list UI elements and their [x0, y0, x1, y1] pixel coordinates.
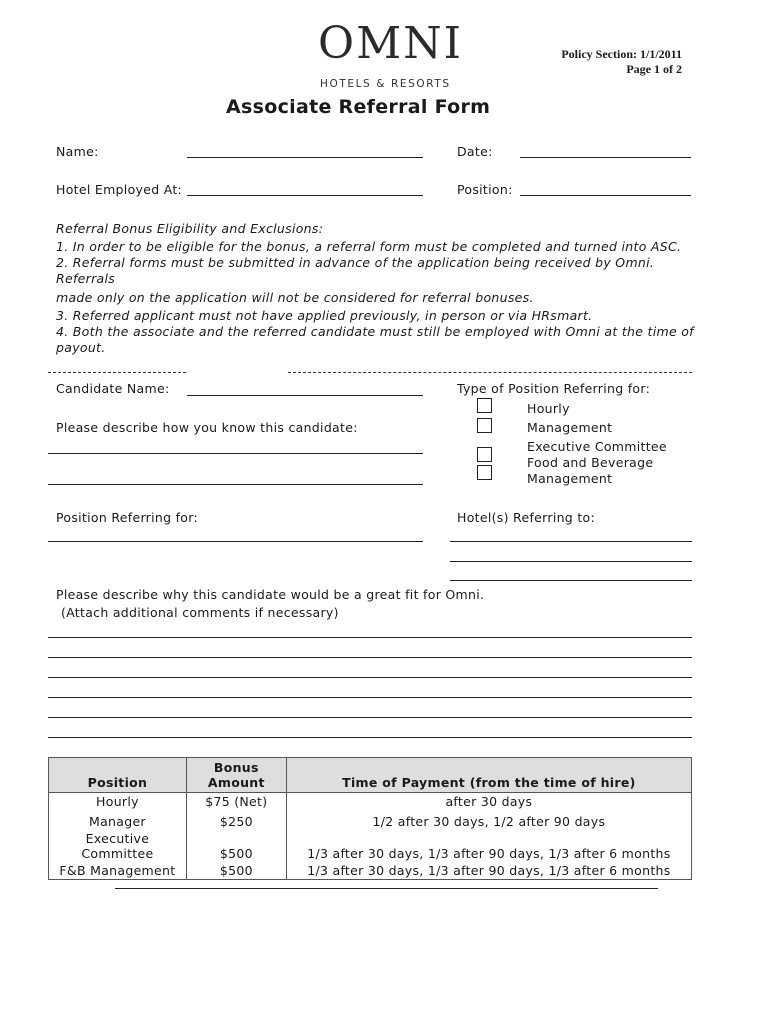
hotels-referring-line-3[interactable] — [450, 580, 692, 581]
footer-rule — [115, 888, 658, 889]
form-title: Associate Referral Form — [226, 96, 491, 118]
cell-timing: 1/2 after 30 days, 1/2 after 90 days — [286, 810, 691, 830]
position-referring-field[interactable] — [48, 541, 423, 542]
page-number: Page 1 of 2 — [626, 62, 682, 76]
eligibility-heading: Referral Bonus Eligibility and Exclusions: — [56, 221, 324, 236]
cell-amount: $500 — [186, 862, 286, 880]
option-hourly-label: Hourly — [527, 401, 570, 416]
section-divider-right — [288, 372, 692, 373]
position-type-label: Type of Position Referring for: — [457, 381, 651, 396]
eligibility-line-4: made only on the application will not be considered for referral bonuses. — [56, 290, 534, 305]
fit-line-6[interactable] — [48, 737, 692, 738]
table-row — [49, 830, 692, 862]
cell-position: Manager — [49, 810, 187, 830]
describe-relationship-line-2[interactable] — [48, 484, 423, 485]
management-checkbox[interactable] — [477, 418, 492, 433]
option-executive-committee-label: Executive Committee — [527, 439, 667, 454]
hotels-referring-label: Hotel(s) Referring to: — [457, 510, 595, 525]
cell-timing: after 30 days — [286, 793, 691, 811]
omni-logo-wordmark: OMNI — [318, 18, 464, 69]
bonus-payment-table — [48, 757, 692, 880]
name-label: Name: — [56, 144, 99, 159]
name-field[interactable] — [187, 157, 423, 158]
option-management-label: Management — [527, 420, 613, 435]
executive-committee-checkbox[interactable] — [477, 447, 492, 462]
cell-amount: $250 — [186, 810, 286, 830]
eligibility-line-2: 2. Referral forms must be submitted in advance of the application being received by Omni. — [56, 255, 655, 270]
describe-relationship-line-1[interactable] — [48, 453, 423, 454]
hotel-employed-field[interactable] — [187, 195, 423, 196]
eligibility-line-6: 4. Both the associate and the referred candidate must still be employed with Omni at the time of — [56, 324, 694, 339]
eligibility-line-5: 3. Referred applicant must not have applied previously, in person or via HRsmart. — [56, 308, 593, 323]
fit-line-1[interactable] — [48, 637, 692, 638]
position-referring-label: Position Referring for: — [56, 510, 198, 525]
option-fb-management-label: Management — [527, 471, 613, 486]
candidate-name-field[interactable] — [187, 395, 423, 396]
policy-section: Policy Section: 1/1/2011 — [561, 47, 682, 61]
omni-logo-subtitle: HOTELS & RESORTS — [320, 78, 451, 90]
position-label: Position: — [457, 182, 513, 197]
date-label: Date: — [457, 144, 493, 159]
food-beverage-checkbox[interactable] — [477, 465, 492, 480]
cell-position: Executive Committee — [49, 830, 187, 862]
hotel-employed-label: Hotel Employed At: — [56, 182, 183, 197]
option-food-beverage-label: Food and Beverage — [527, 455, 654, 470]
cell-timing: 1/3 after 30 days, 1/3 after 90 days, 1/3 after 6 months — [286, 830, 691, 862]
eligibility-line-7: payout. — [56, 340, 106, 355]
position-field[interactable] — [520, 195, 691, 196]
cell-timing: 1/3 after 30 days, 1/3 after 90 days, 1/3 after 6 months — [286, 862, 691, 880]
section-divider-left — [48, 372, 186, 373]
hotels-referring-line-2[interactable] — [450, 561, 692, 562]
fit-line-5[interactable] — [48, 717, 692, 718]
date-field[interactable] — [520, 157, 691, 158]
fit-line-3[interactable] — [48, 677, 692, 678]
eligibility-line-3: Referrals — [56, 271, 116, 286]
header-bonus-amount: Bonus Amount — [186, 758, 286, 793]
header-time-of-payment: Time of Payment (from the time of hire) — [286, 758, 691, 793]
fit-line-4[interactable] — [48, 697, 692, 698]
table-row — [49, 810, 692, 830]
cell-position: F&B Management — [49, 862, 187, 880]
candidate-name-label: Candidate Name: — [56, 381, 170, 396]
cell-amount: $500 — [186, 830, 286, 862]
fit-line-2[interactable] — [48, 657, 692, 658]
fit-description-label: Please describe why this candidate would be a great fit for Omni. — [56, 587, 485, 602]
cell-amount: $75 (Net) — [186, 793, 286, 811]
hourly-checkbox[interactable] — [477, 398, 492, 413]
header-position: Position — [49, 758, 187, 793]
table-row — [49, 862, 692, 880]
table-header-row — [49, 758, 692, 793]
describe-relationship-label: Please describe how you know this candidate: — [56, 420, 358, 435]
fit-description-note: (Attach additional comments if necessary) — [61, 605, 339, 620]
hotels-referring-line-1[interactable] — [450, 541, 692, 542]
cell-position: Hourly — [49, 793, 187, 811]
eligibility-line-1: 1. In order to be eligible for the bonus, a referral form must be completed and turned into ASC. — [56, 239, 682, 254]
table-row — [49, 793, 692, 811]
